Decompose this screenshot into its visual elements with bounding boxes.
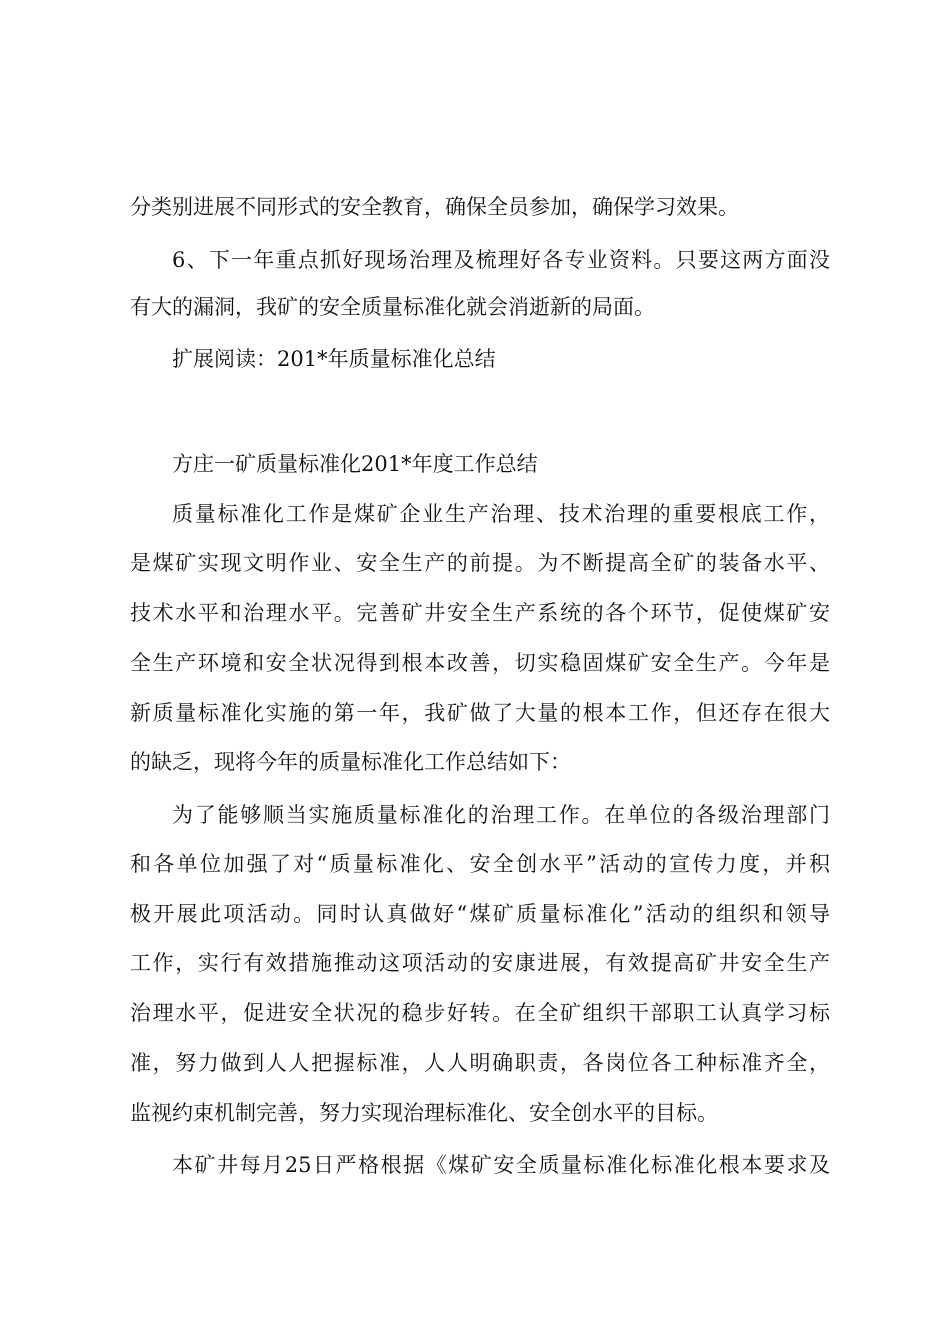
paragraph-line: 工作，实行有效措施推动这项活动的安康进展，有效提高矿井安全生产 [130,951,830,975]
paragraph-line: 为了能够顺当实施质量标准化的治理工作。在单位的各级治理部门 [172,803,830,827]
extended-reading-heading: 扩展阅读：201*年质量标准化总结 [172,347,496,371]
paragraph-line: 极开展此项活动。同时认真做好“煤矿质量标准化”活动的组织和领导 [130,902,830,926]
paragraph-line: 6、下一年重点抓好现场治理及梳理好各专业资料。只要这两方面没 [172,248,830,272]
paragraph-line: 和各单位加强了对“质量标准化、安全创水平”活动的宣传力度，并积 [130,852,830,876]
paragraph-line: 新质量标准化实施的第一年，我矿做了大量的根本工作，但还存在很大 [130,701,830,725]
paragraph-line: 分类别进展不同形式的安全教育，确保全员参加，确保学习效果。 [130,195,739,219]
paragraph-line: 是煤矿实现文明作业、安全生产的前提。为不断提高全矿的装备水平、 [130,551,830,575]
paragraph-line: 的缺乏，现将今年的质量标准化工作总结如下： [130,750,571,774]
paragraph-line: 有大的漏洞，我矿的安全质量标准化就会消逝新的局面。 [130,295,655,319]
paragraph-line: 技术水平和治理水平。完善矿井安全生产系统的各个环节，促使煤矿安 [130,601,830,625]
paragraph-line: 本矿井每月25日严格根据《煤矿安全质量标准化标准化根本要求及 [172,1153,830,1177]
paragraph-line: 全生产环境和安全状况得到根本改善，切实稳固煤矿安全生产。今年是 [130,651,830,675]
paragraph-line: 质量标准化工作是煤矿企业生产治理、技术治理的重要根底工作， [172,502,830,526]
paragraph-line: 监视约束机制完善，努力实现治理标准化、安全创水平的目标。 [130,1101,718,1125]
paragraph-line: 准，努力做到人人把握标准，人人明确职责，各岗位各工种标准齐全， [130,1051,830,1075]
paragraph-line: 治理水平，促进安全状况的稳步好转。在全矿组织干部职工认真学习标 [130,1001,830,1025]
section-title: 方庄一矿质量标准化201*年度工作总结 [172,452,538,476]
